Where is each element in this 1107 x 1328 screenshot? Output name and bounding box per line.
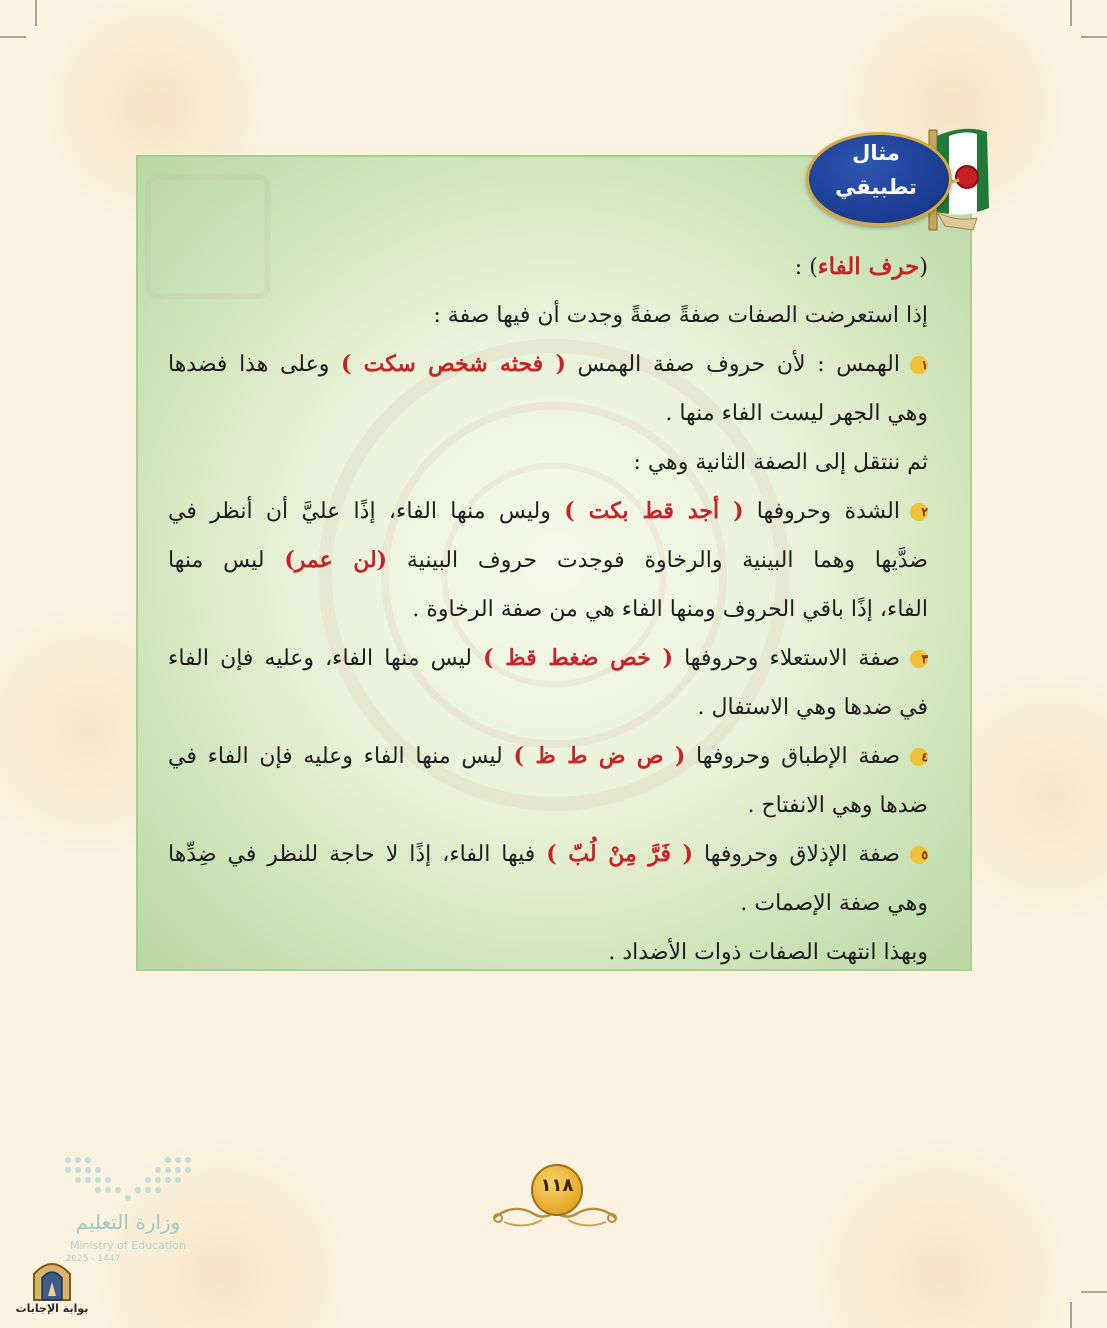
highlight-letters: ( أجد قط بكت )	[564, 498, 744, 524]
text-line: ثم ننتقل إلى الصفة الثانية وهي :	[633, 450, 928, 475]
ministry-year: 2025 - 1447	[65, 1254, 121, 1264]
section-title: (حرف الفاء) :	[794, 253, 928, 280]
text-line: ٥صفة الإذلاق وحروفها ( فَرَّ مِنْ لُبّ ) فيها الفاء، إذًا لا حاجة للنظر في ضِدِّها	[168, 841, 928, 867]
highlight-letters: ( فَرَّ مِنْ لُبّ )	[546, 841, 694, 867]
text-line: الفاء، إذًا باقي الحروف ومنها الفاء هي من صفة الرخاوة .	[412, 597, 928, 622]
text-line: ١الهمس : لأن حروف صفة الهمس ( فحثه شخص سكت ) وعلى هذا فضدها	[168, 351, 928, 377]
gate-icon	[4, 1256, 100, 1302]
applied-example-badge	[806, 126, 956, 222]
badge-label: مثال تطبيقي	[835, 141, 917, 199]
highlight-letters: ( فحثه شخص سكت )	[340, 351, 566, 377]
number-badge: ١	[910, 356, 928, 374]
text-line: ضدها وهي الانفتاح .	[747, 793, 928, 818]
highlight-letters: ( خص ضغط قظ )	[483, 645, 673, 671]
ministry-name-ar: وزارة التعليم	[75, 1210, 181, 1234]
text-line: وهي صفة الإصمات .	[740, 891, 928, 916]
text-line: ضدَّيها وهما البينية والرخاوة فوجدت حروف البينية (لن عمر) ليس منها	[168, 547, 928, 573]
number-badge: ٥	[910, 846, 928, 864]
number-badge: ٢	[910, 503, 928, 521]
page-number: ١١٨	[484, 1162, 626, 1234]
example-text	[168, 242, 928, 977]
text-line: ٢الشدة وحروفها ( أجد قط بكت ) وليس منها الفاء، إذًا عليَّ أن أنظر في	[168, 498, 928, 524]
ministry-name-en: Ministry of Education	[69, 1239, 186, 1252]
text-line: إذا استعرضت الصفات صفةً صفةً وجدت أن فيها صفة :	[433, 303, 928, 328]
text-line: وهي الجهر ليست الفاء منها .	[665, 401, 928, 426]
number-badge: ٣	[910, 650, 928, 668]
ministry-logo	[58, 1148, 208, 1273]
example-card	[136, 155, 972, 971]
highlight-letters: ( ص ض ط ظ )	[513, 743, 686, 769]
site-watermark: بوابة الإجابات	[4, 1256, 100, 1322]
letter-name: حرف الفاء	[817, 253, 920, 280]
highlight-letters: (لن عمر)	[284, 547, 388, 573]
text-line: ٣صفة الاستعلاء وحروفها ( خص ضغط قظ ) ليس منها الفاء، وعليه فإن الفاء	[168, 645, 929, 671]
number-badge: ٤	[910, 748, 928, 766]
text-line: في ضدها وهي الاستفال .	[697, 695, 928, 720]
text-line: ٤صفة الإطباق وحروفها ( ص ض ط ظ ) ليس منها الفاء وعليه فإن الفاء في	[168, 743, 928, 769]
ministry-dots-icon	[58, 1148, 198, 1208]
text-line: وبهذا انتهت الصفات ذوات الأضداد .	[608, 940, 928, 965]
